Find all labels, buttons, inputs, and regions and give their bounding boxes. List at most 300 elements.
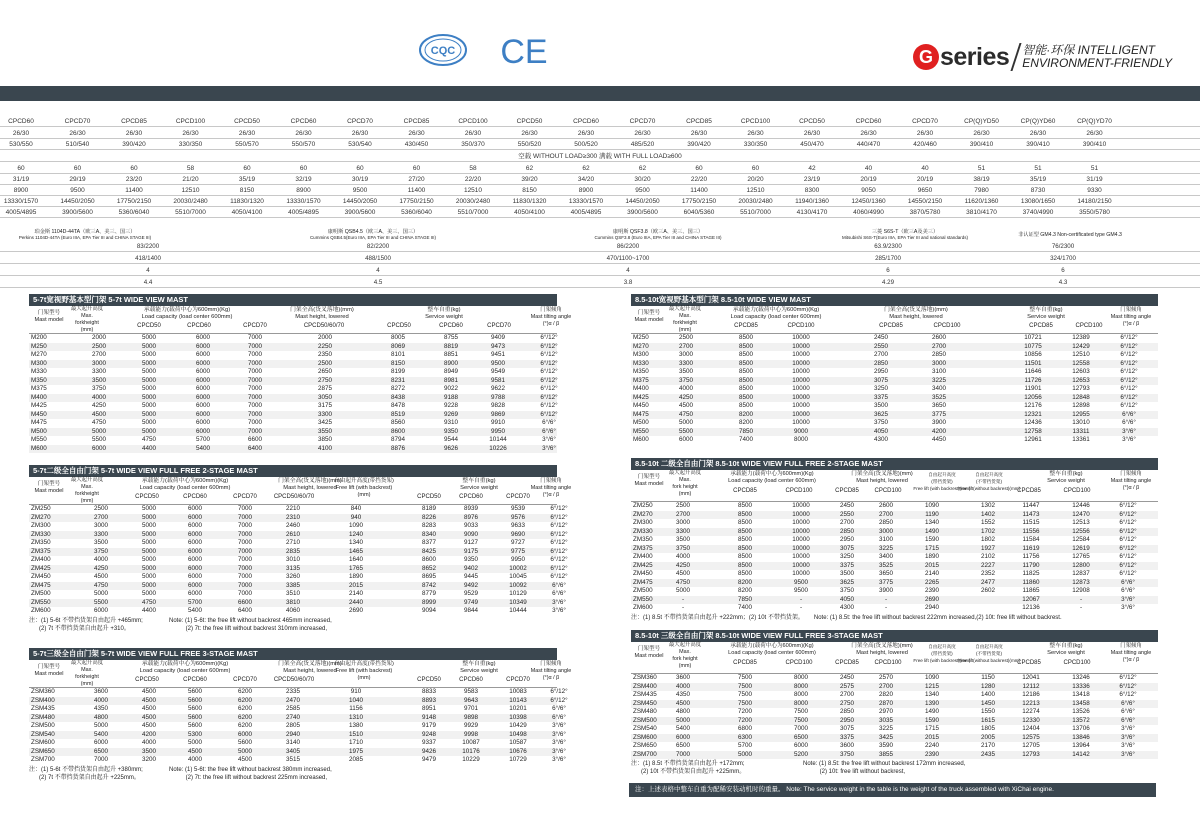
table-cell: 12873 [1072, 578, 1090, 586]
spec-cell: 12510 [463, 187, 483, 194]
table-cell: 1150 [981, 674, 995, 681]
table-cell: 2170 [980, 742, 995, 749]
table-row [29, 419, 557, 428]
table-row [631, 553, 1158, 562]
spec-cell: 5510/7000 [175, 209, 206, 216]
engine-name [10, 229, 160, 241]
table-row [29, 368, 557, 377]
spec-cell: 14180/2150 [1077, 198, 1112, 205]
table-cell: 9148 [421, 713, 436, 721]
table-cell: 1490 [924, 708, 939, 715]
table-row [631, 570, 1158, 579]
table-cell: 6000 [195, 385, 210, 392]
table-cell: 12321 [1024, 410, 1042, 418]
table-cell: 9950 [510, 556, 525, 563]
spec-cell: 530/550 [9, 141, 33, 148]
table-cell: 8600 [390, 427, 405, 435]
spec-cell: 34/20 [577, 176, 595, 183]
engine-row [0, 242, 1200, 252]
table-body [29, 334, 557, 453]
table-cell: 3175 [317, 402, 332, 409]
engine-cell: 4.3 [1058, 279, 1068, 286]
table-cell: 12584 [1072, 536, 1090, 543]
table-cell: ZSM600 [633, 733, 657, 741]
table-cell: 7000 [237, 590, 252, 597]
table-cell: 3650 [878, 570, 893, 577]
table-cell: ZSM700 [633, 750, 657, 758]
table-cell: 6°/12° [1120, 351, 1138, 358]
table-cell: 12558 [1072, 359, 1090, 367]
table-cell: ZSM400 [31, 696, 55, 704]
spec-cell: CPCD85 [403, 118, 430, 125]
table-row [29, 334, 557, 343]
table-cell: 4450 [931, 436, 946, 443]
table-cell: 2140 [924, 570, 939, 577]
table-cell: 5000 [141, 547, 156, 555]
table-cell: 5600 [237, 739, 252, 746]
table-cell: 4750 [141, 436, 156, 443]
table-cell: 13526 [1072, 708, 1090, 715]
table-cell: 6°/6° [552, 590, 566, 597]
table-cell: 9269 [443, 410, 458, 418]
table-row [29, 598, 566, 608]
table-cell: 3375 [839, 733, 854, 741]
table-cell: 5000 [93, 590, 108, 597]
table-cell: 10000 [792, 419, 810, 426]
spec-cell: 510/540 [65, 141, 90, 148]
table-cell: 7500 [793, 716, 808, 724]
table-cell: M500 [31, 427, 47, 435]
spec-cell: 9500 [635, 187, 650, 194]
table-row [29, 573, 568, 582]
table-cell: 7000 [247, 334, 262, 341]
table-cell: 3225 [931, 376, 946, 384]
table-cell: 3°/6° [542, 444, 556, 452]
table-cell: 2700 [675, 510, 690, 518]
table-cell: 4800 [675, 708, 690, 715]
table-cell: 12112 [1022, 682, 1040, 690]
spec-cell: 30/19 [351, 176, 369, 183]
table-row [631, 385, 1158, 394]
table-cell: 8500 [738, 393, 753, 401]
table-cell: 3425 [317, 419, 332, 426]
table-cell: 5000 [141, 505, 156, 512]
table-cell: 3075 [839, 725, 854, 732]
table-cell: 12793 [1072, 385, 1090, 392]
table-cell: 6000 [93, 607, 108, 614]
table-cell: 3510 [285, 590, 300, 597]
table-row [29, 607, 566, 616]
spec-cell: 60 [299, 165, 308, 172]
table-cell: 3385 [285, 581, 300, 589]
header-cell: 整车自重(kg) Service weight [1047, 471, 1085, 484]
table-row [29, 402, 557, 411]
table-cell: 11501 [1024, 359, 1042, 367]
table-cell: 6000 [187, 530, 202, 538]
table-cell: 8500 [738, 334, 753, 341]
table-cell: 8500 [738, 376, 753, 384]
spec-cell: 430/450 [404, 141, 429, 148]
note-text: 注：(1) 8.5t 不带挡货架自由起升 +222mm；(2) 10t 不带挡货架。 Note: (1) 8.5t: the free lift without backrest 222mm increased,(2) 10t: free lift without backrest. [631, 614, 1062, 621]
header-cell: 最大起升高度 Max. forkheight (mm) [70, 477, 104, 504]
table-cell: 2690 [348, 607, 363, 614]
spec-cell: CPCD70 [912, 118, 938, 125]
engine-row [0, 254, 1200, 264]
spec-cell: CPCD60 [8, 118, 34, 125]
section-title: 8.5-10t 三级全自由门架 8.5-10t WIDE VIEW FULL FREE 3-STAGE MAST [631, 630, 1158, 642]
table-row [29, 722, 566, 731]
table-cell: M300 [633, 351, 649, 358]
table-body [631, 674, 1158, 759]
table-cell: 1615 [980, 716, 995, 724]
table-cell: 7000 [237, 556, 252, 563]
table-cell: 6000 [195, 410, 210, 418]
table-cell: 12436 [1024, 419, 1042, 426]
table-cell: ZM375 [31, 547, 51, 555]
table-cell: 10229 [462, 756, 480, 763]
table-cell: 3625 [873, 410, 888, 418]
table-cell: 2700 [678, 342, 693, 350]
section-title: 5-7t宽视野基本型门架 5-7t WIDE VIEW MAST [29, 294, 557, 306]
table-cell: 9094 [421, 607, 436, 614]
table-cell: 840 [350, 505, 362, 512]
table-cell: ZM550 [31, 598, 51, 606]
table-cell: 6°/12° [1119, 691, 1137, 698]
table-cell: 3140 [285, 739, 300, 746]
table-cell: ZM500 [633, 587, 653, 594]
table-cell: 6°/12° [540, 393, 558, 401]
table-cell: ZM250 [31, 505, 51, 512]
spec-cell: 35/19 [1029, 176, 1047, 183]
table-cell: 4050 [873, 427, 888, 435]
header-cell: CPCD50 [135, 494, 159, 500]
header-cell: 自由起升高度 (不带挡货架) Free lift(without backrest)(mm) [957, 472, 1021, 491]
header-cell: 门架全高(货叉落地)(mm) Mast height, lowered [290, 307, 354, 320]
table-cell: 3075 [839, 544, 854, 552]
table-cell: 4000 [675, 553, 690, 560]
table-cell: 8500 [737, 527, 752, 535]
table-cell: 8500 [737, 536, 752, 543]
table-cell: 7000 [237, 547, 252, 555]
table-row [631, 742, 1158, 751]
table-cell: 11901 [1024, 385, 1042, 392]
spec-cell: 20/19 [860, 176, 877, 183]
table-cell: 12274 [1022, 708, 1040, 715]
table-cell: ZM600 [633, 604, 653, 611]
table-cell: 9544 [443, 436, 458, 443]
table-cell: 2700 [839, 519, 854, 526]
brand-tag-en2: ENVIRONMENT-FRIENDLY [1022, 56, 1173, 70]
table-cell: 3°/6° [542, 436, 556, 443]
table-row [29, 436, 557, 445]
table-cell: 8900 [443, 359, 458, 367]
header-cell: 门架全高(货叉落地)(mm) Mast height, lowered [851, 643, 913, 656]
table-row [631, 368, 1158, 377]
header-cell: 门架全高(货叉落地)(mm) Mast height, lowered [278, 661, 342, 674]
spec-row [0, 164, 1200, 174]
engine-cell: 83/2200 [136, 243, 160, 250]
table-cell: 6°/12° [540, 402, 558, 409]
brand-series-text: series [940, 42, 1010, 71]
table-cell: 9929 [463, 722, 478, 729]
table-cell: ZM270 [31, 513, 51, 521]
table-cell: 3405 [285, 747, 300, 755]
table-cell: 4500 [141, 705, 156, 712]
table-cell: 3750 [91, 385, 106, 392]
table-cell: 3775 [878, 578, 893, 586]
table-cell: M270 [31, 351, 47, 358]
table-cell: 7000 [247, 342, 262, 350]
table-cell: 6°/6° [1122, 410, 1136, 418]
table-cell: 2870 [878, 699, 893, 707]
table-cell: 5400 [195, 444, 210, 452]
table-cell: 9998 [463, 730, 478, 738]
table-cell: 9869 [490, 410, 505, 418]
table-cell: 5700 [737, 742, 752, 749]
table-cell: 5400 [93, 730, 108, 738]
table-cell: 7200 [737, 716, 752, 724]
spec-cell: 9050 [861, 187, 876, 194]
table-cell: 6°/12° [1119, 502, 1137, 509]
spec-cell: 3550/5780 [1079, 209, 1110, 216]
header-cell: CPCD70 [506, 677, 530, 683]
table-cell: 5000 [141, 513, 156, 521]
table-cell: ZSM700 [31, 756, 55, 763]
table-cell: 3135 [285, 564, 300, 572]
table-cell: 4750 [141, 598, 156, 606]
table-cell: 8283 [421, 522, 436, 529]
table-cell: 6°/6° [542, 419, 556, 426]
table-cell: 10143 [509, 696, 527, 704]
table-cell: 1090 [924, 502, 939, 509]
cqc-logo [418, 33, 468, 67]
table-cell: 6°/12° [550, 564, 568, 572]
table-cell: 1927 [980, 544, 995, 552]
table-cell: 5000 [93, 722, 108, 729]
table-cell: 8500 [737, 502, 752, 509]
table-cell: 6400 [247, 444, 262, 452]
table-cell: 10087 [462, 739, 480, 746]
table-cell: 9473 [490, 342, 505, 350]
table-cell: 2950 [873, 368, 888, 375]
table-cell: 4750 [675, 578, 690, 586]
spec-cell: 11940/1360 [795, 198, 829, 205]
spec-cell: 9650 [917, 187, 933, 194]
table-cell: 940 [350, 513, 362, 521]
table-cell: 2500 [317, 359, 332, 367]
table-cell: 6000 [187, 539, 202, 546]
table-cell: 6°/12° [1119, 544, 1137, 552]
spec-cell: 26/30 [295, 130, 312, 137]
section-title: 5-7t三级全自由门架 5-7t WIDE VIEW FULL FREE 3-STAGE MAST [29, 648, 557, 660]
table-cell: 8189 [421, 505, 436, 512]
table-row [631, 587, 1158, 596]
table-cell: ZM425 [31, 564, 51, 572]
table-cell: 12961 [1024, 436, 1042, 443]
table-cell: 10000 [792, 334, 810, 341]
spec-cell: CPCD50 [234, 118, 260, 125]
brand-tagline [1022, 44, 1172, 70]
spec-cell: 26/30 [916, 130, 934, 137]
table-cell: 3000 [878, 527, 893, 535]
engine-name-cn: 珀金斯 1104D-44TA（欧三A、美三、国三） [34, 229, 136, 235]
table-cell: 6°/6° [1121, 708, 1135, 715]
header-cell: CPCD100 [785, 488, 813, 494]
section-title: 8.5-10t 二级全自由门架 8.5-10t WIDE VIEW FULL FREE 2-STAGE MAST [631, 458, 1158, 470]
spec-row [0, 129, 1200, 139]
header-cell: 自由起升高度 (不带挡货架) Free lift(without backrest)(mm) [957, 644, 1021, 663]
table-cell: 5600 [187, 696, 202, 704]
spec-cell: 26/30 [973, 130, 990, 137]
table-cell: 8101 [390, 351, 405, 358]
table-cell: 5000 [141, 427, 156, 435]
spec-cell: CP(Q)YD60 [1020, 118, 1056, 125]
table-cell: 1890 [924, 553, 939, 560]
table-cell: 3900 [931, 419, 946, 426]
spec-cell: 13080/1650 [1020, 198, 1056, 205]
table-cell: 9402 [463, 564, 478, 572]
table-cell: 12898 [1072, 402, 1090, 409]
table-cell: 6000 [187, 581, 202, 589]
table-cell: 1490 [924, 527, 939, 535]
table-cell: 6°/12° [1119, 553, 1137, 560]
engine-cell: 4.4 [143, 279, 153, 286]
table-cell: 3°/6° [1122, 436, 1136, 443]
table-row [631, 683, 1158, 692]
table-cell: 2700 [931, 342, 946, 350]
table-cell: 8199 [390, 368, 405, 375]
table-cell: 3000 [931, 359, 946, 367]
spec-cell: 5510/7000 [457, 209, 489, 216]
table-cell: 8200 [738, 419, 753, 426]
table-cell: 3010 [285, 556, 300, 563]
header-cell: CPCD100 [785, 660, 813, 666]
table-cell: 6500 [675, 742, 690, 749]
spec-cell: 390/410 [1082, 141, 1107, 148]
table-cell: 11515 [1022, 519, 1040, 526]
table-cell: 9727 [510, 539, 525, 546]
spec-cell: 31/19 [12, 176, 30, 183]
table-cell: 3400 [931, 385, 946, 392]
table-cell: 1090 [924, 674, 939, 681]
table-cell: 7000 [237, 530, 252, 538]
spec-cell: 26/30 [1086, 130, 1103, 137]
table-cell: 5000 [675, 716, 690, 724]
table-cell: 1975 [348, 747, 363, 755]
spec-cell: 350/370 [461, 141, 485, 148]
table-cell: 8819 [443, 342, 458, 350]
table-cell: 3550 [317, 427, 332, 435]
table-cell: 6000 [195, 368, 210, 375]
header-cell: CPCD85 [733, 660, 757, 666]
table-cell: 6°/12° [540, 359, 558, 367]
table-cell: 1590 [924, 536, 939, 543]
table-row [29, 590, 566, 599]
table-cell: 5600 [187, 722, 202, 729]
table-cell: 6°/12° [1119, 510, 1137, 518]
table-cell: - [884, 604, 888, 611]
spec-cell: 58 [469, 165, 477, 172]
table-cell: 5500 [678, 427, 693, 435]
table-cell: 8500 [737, 570, 752, 577]
spec-cell: 58 [186, 165, 195, 172]
table-cell: ZM300 [31, 522, 51, 529]
table-cell: 4050 [839, 595, 854, 603]
table-cell: 1380 [348, 722, 363, 729]
table-cell: 4750 [678, 410, 693, 418]
table-cell: 10000 [792, 342, 810, 350]
table-cell: 4500 [141, 713, 156, 721]
spec-cell: 26/30 [1029, 130, 1047, 137]
spec-cell: 8900 [578, 187, 594, 194]
header-cell: 门架倾角 Mast tilting angle (°)α / β [1110, 307, 1152, 327]
table-cell: ZM475 [31, 581, 51, 589]
table-cell: 7200 [737, 708, 752, 715]
spec-cell: 14450/2050 [60, 198, 95, 205]
table-row [631, 436, 1158, 445]
engine-name-cn: 三菱 S6S-T（欧三A及美三） [871, 229, 939, 235]
spec-cell: 26/30 [860, 130, 877, 137]
table-cell: 13361 [1072, 436, 1090, 443]
table-cell: 5000 [141, 556, 156, 563]
table-cell: ZM330 [31, 530, 51, 538]
table-cell: 8500 [738, 385, 753, 392]
table-cell: 9350 [463, 556, 478, 563]
engine-cell: 86/2200 [616, 243, 640, 250]
table-cell: ZSM360 [31, 688, 55, 695]
header-cell: CPCD85 [879, 323, 903, 329]
table-row [29, 411, 557, 420]
table-cell: 6°/12° [1119, 682, 1137, 690]
table-cell: 3600 [675, 674, 690, 681]
header-cell: 门架全高(货叉落地)(mm) Mast height, lowered [851, 471, 913, 484]
table-cell: 9581 [490, 376, 505, 384]
table-cell: 7000 [247, 419, 262, 426]
mast-section-mast810ff2 [631, 458, 1158, 631]
table-cell: 7000 [247, 393, 262, 401]
table-cell: 6°/6° [552, 705, 566, 712]
spec-cell: 30/20 [634, 176, 651, 183]
spec-cell: CPCD50 [516, 118, 543, 125]
table-cell: 1340 [348, 539, 363, 546]
header-cell: 自由起升高度 (带挡货架) Free lift (with backrest)(mm) [913, 472, 971, 491]
table-cell: 10000 [792, 359, 810, 367]
table-cell: 7000 [247, 376, 262, 384]
spec-row [0, 140, 1200, 150]
table-cell: 2950 [839, 536, 854, 543]
table-cell: 9529 [463, 590, 478, 597]
table-cell: 10587 [509, 739, 527, 746]
table-cell: 2850 [839, 527, 854, 535]
table-cell: 2700 [93, 513, 108, 521]
table-cell: 6°/12° [550, 522, 568, 529]
table-cell: 4250 [675, 561, 690, 569]
table-cell: 8652 [421, 564, 436, 572]
table-cell: 1156 [349, 705, 363, 712]
table-cell: 5000 [141, 402, 156, 409]
table-cell: 9445 [463, 573, 478, 580]
table-cell: 4500 [91, 410, 106, 418]
table-cell: M450 [633, 402, 649, 409]
spec-cell: CPCD50 [799, 118, 825, 125]
table-cell: 5700 [195, 436, 210, 443]
header-cell: CPCD70 [233, 677, 257, 683]
table-cell: 1552 [980, 519, 995, 526]
engine-name-en: Cummins QSF3.8 (Euro IIIA, EPA Tier III and CHINA STAGE III) [594, 235, 722, 240]
table-row [29, 696, 568, 706]
brand-tag-cn: 智能·环保 [1022, 43, 1075, 57]
spec-cell: 5510/7000 [740, 209, 771, 216]
